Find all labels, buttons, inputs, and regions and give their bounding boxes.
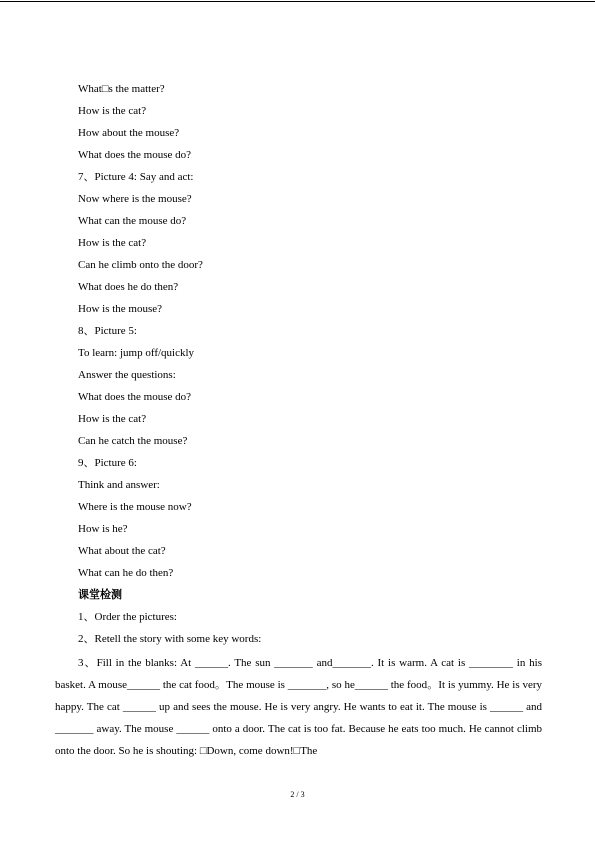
question-line: How is the cat?: [78, 413, 147, 425]
question-line: Where is the mouse now?: [78, 501, 192, 513]
question-line: What□s the matter?: [78, 83, 165, 95]
question-line: How is the mouse?: [78, 303, 163, 315]
section-item: 9、Picture 6:: [78, 457, 137, 469]
question-line: What does he do then?: [78, 281, 179, 293]
section-item: 8、Picture 5:: [78, 325, 137, 337]
question-line: Now where is the mouse?: [78, 193, 192, 205]
section-heading: 课堂检测: [78, 588, 122, 601]
question-line: What can he do then?: [78, 567, 174, 579]
question-line: What can the mouse do?: [78, 215, 187, 227]
section-item: 7、Picture 4: Say and act:: [78, 171, 194, 183]
exercise-item: 1、Order the pictures:: [78, 611, 177, 623]
instruction-line: Think and answer:: [78, 479, 160, 491]
question-line: How is the cat?: [78, 237, 147, 249]
page-number: 2 / 3: [290, 790, 305, 799]
question-line: What does the mouse do?: [78, 149, 192, 161]
question-line: How about the mouse?: [78, 127, 180, 139]
question-line: How is the cat?: [78, 105, 147, 117]
instruction-line: Answer the questions:: [78, 369, 176, 381]
instruction-line: To learn: jump off/quickly: [78, 347, 195, 359]
question-line: What about the cat?: [78, 545, 166, 557]
fill-in-blanks-paragraph: 3、Fill in the blanks: At ______. The sun _______ and_______. It is warm. A cat is ________ in his basket. A mouse______ the cat food。The mouse is _______, so he______ the food。It is yummy. He is very happy. The cat ______ up and sees the mouse. He is very angry. He wants to eat it. The mouse is ______ and _______ away. The mouse ______ onto a door. The cat is too fat. Because he eats too much. He cannot climb onto the door. So he is shouting: □Down, come down!□The: [55, 657, 542, 757]
question-line: Can he catch the mouse?: [78, 435, 188, 447]
question-line: How is he?: [78, 523, 128, 535]
exercise-item: 2、Retell the story with some key words:: [78, 633, 262, 645]
question-line: Can he climb onto the door?: [78, 259, 203, 271]
question-line: What does the mouse do?: [78, 391, 192, 403]
document-body: [78, 80, 548, 652]
header-rule: [0, 1, 595, 2]
